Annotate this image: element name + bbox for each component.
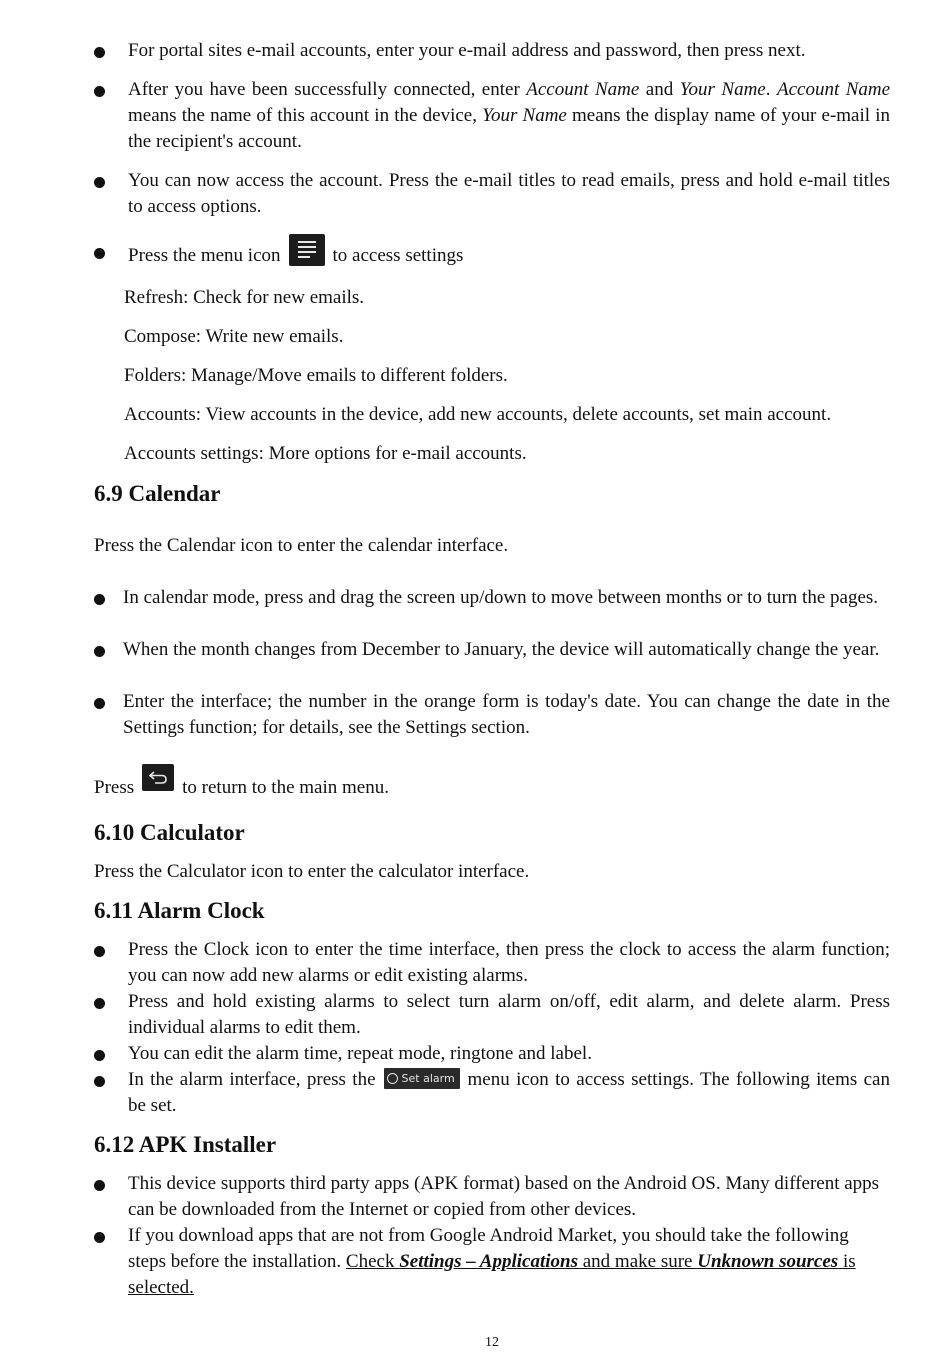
- list-item: [94, 937, 890, 989]
- bullet-icon: [94, 177, 105, 188]
- list-item: [94, 585, 890, 611]
- bullet-text: You can now access the account. Press the e-mail titles to read emails, press and hold e-mail titles to access options.: [128, 170, 890, 217]
- bullet-text: Enter the interface; the number in the orange form is today's date. You can change the date in the Settings function; for details, see the Settings section.: [123, 691, 890, 738]
- bullet-text: In calendar mode, press and drag the screen up/down to move between months or to turn the pages.: [123, 587, 879, 608]
- option-folders: Folders: Manage/Move emails to different folders.: [124, 365, 508, 386]
- list-item: [94, 77, 890, 155]
- set-alarm-icon: Set alarm: [384, 1068, 460, 1089]
- list-item: [94, 234, 890, 274]
- list-item: [94, 1171, 890, 1223]
- section-heading-calculator: 6.10 Calculator: [94, 820, 245, 845]
- bullet-icon: [94, 698, 105, 709]
- bullet-icon: [94, 1076, 105, 1087]
- list-item: [94, 989, 890, 1041]
- bullet-icon: [94, 646, 105, 657]
- bullet-text: After you have been successfully connected, enter Account Name and Your Name. Account Name means the name of this account in the device, Your Name means the display name of your e-mail in the recipient's account.: [128, 79, 891, 152]
- bullet-text: Press and hold existing alarms to select turn alarm on/off, edit alarm, and delete alarm. Press individual alarms to edit them.: [128, 991, 890, 1038]
- bullet-text: Press the menu icon to access settings: [128, 234, 890, 274]
- bullet-text: If you download apps that are not from Google Android Market, you should take the following steps before the installation. Check Settings – Applications and make sure Unknown sources is selected.: [128, 1225, 856, 1298]
- section-heading-alarm: 6.11 Alarm Clock: [94, 898, 265, 923]
- return-instruction: Press to return to the main menu.: [94, 764, 890, 807]
- list-item: [94, 38, 890, 64]
- bullet-text: For portal sites e-mail accounts, enter your e-mail address and password, then press next.: [128, 40, 806, 61]
- list-item: [94, 1067, 890, 1119]
- option-refresh: Refresh: Check for new emails.: [124, 287, 365, 308]
- option-accounts-settings: Accounts settings: More options for e-mail accounts.: [124, 443, 527, 464]
- bullet-text: You can edit the alarm time, repeat mode, ringtone and label.: [128, 1043, 592, 1064]
- option-accounts: Accounts: View accounts in the device, add new accounts, delete accounts, set main account.: [124, 404, 832, 425]
- alarm-clock-icon: [387, 1073, 398, 1084]
- bullet-icon: [94, 594, 105, 605]
- bullet-icon: [94, 248, 105, 259]
- bullet-icon: [94, 86, 105, 97]
- section-heading-apk: 6.12 APK Installer: [94, 1132, 277, 1157]
- bullet-icon: [94, 47, 105, 58]
- list-item: [94, 689, 890, 741]
- list-item: [94, 168, 890, 220]
- bullet-icon: [94, 1232, 105, 1243]
- bullet-text: In the alarm interface, press the Set alarm menu icon to access settings. The following items can be set.: [128, 1069, 890, 1116]
- section-heading-calendar: 6.9 Calendar: [94, 481, 221, 506]
- list-item: [94, 1041, 890, 1067]
- calculator-intro: Press the Calculator icon to enter the calculator interface.: [94, 861, 530, 882]
- bullet-icon: [94, 998, 105, 1009]
- option-compose: Compose: Write new emails.: [124, 326, 344, 347]
- bullet-icon: [94, 1180, 105, 1191]
- bullet-text: When the month changes from December to January, the device will automatically change the year.: [123, 639, 880, 660]
- bullet-text: Press the Clock icon to enter the time interface, then press the clock to access the alarm function; you can now add new alarms or edit existing alarms.: [128, 939, 890, 986]
- page-number: 12: [485, 1335, 499, 1350]
- bullet-icon: [94, 946, 105, 957]
- calendar-intro: Press the Calendar icon to enter the calendar interface.: [94, 535, 509, 556]
- back-icon: [142, 764, 174, 791]
- bullet-text: This device supports third party apps (APK format) based on the Android OS. Many different apps can be downloaded from the Internet or copied from other devices.: [128, 1173, 880, 1220]
- bullet-icon: [94, 1050, 105, 1061]
- list-item: [94, 637, 890, 663]
- menu-icon: [289, 234, 325, 266]
- list-item: [94, 1223, 890, 1301]
